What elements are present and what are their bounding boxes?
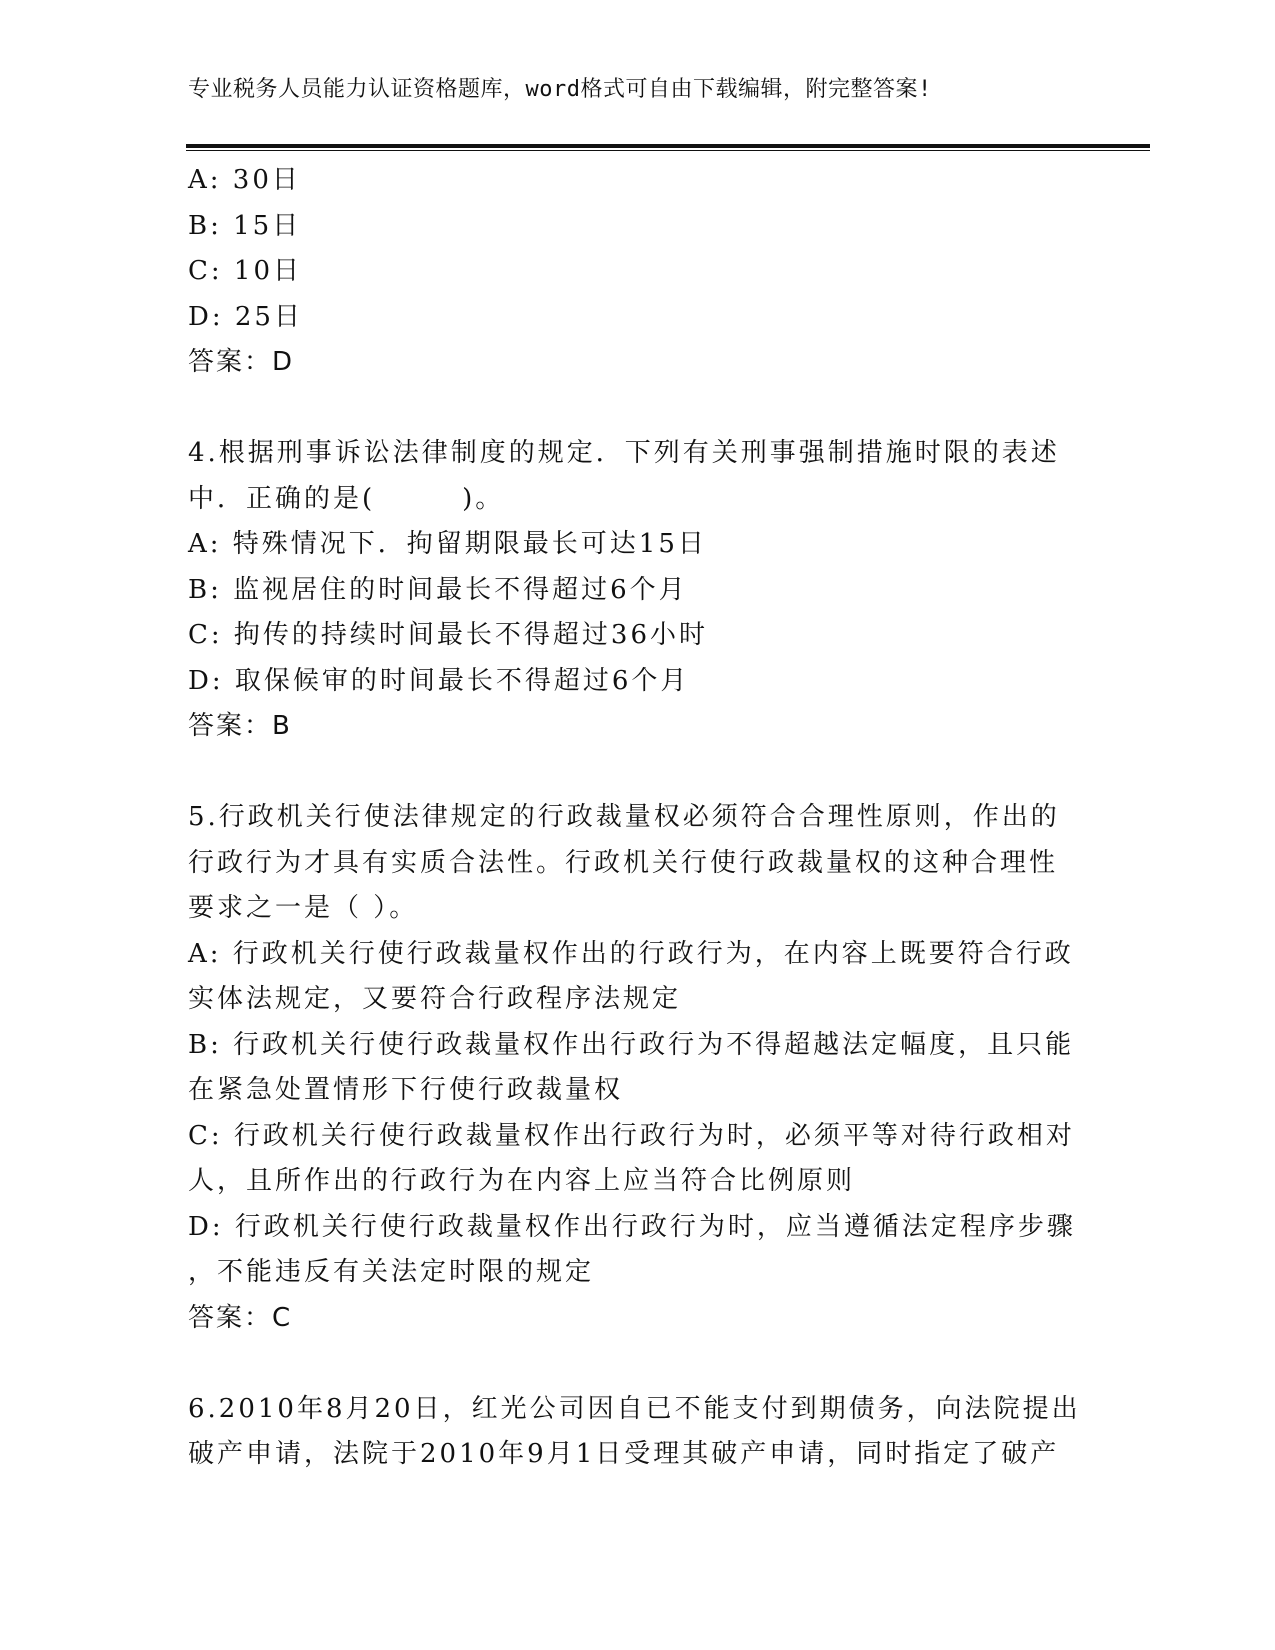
- q5-answer: 答案：C: [188, 1302, 293, 1333]
- q4-stem-line-2: 中．正确的是( )。: [188, 483, 505, 514]
- q5-option-b-line-2: 在紧急处置情形下行使行政裁量权: [188, 1075, 624, 1105]
- spacer: [188, 386, 1088, 432]
- q4-answer: 答案：B: [188, 711, 292, 741]
- q3-answer: 答案：D: [188, 347, 295, 377]
- q4-option-c: C: 拘传的持续时间最长不得超过36小时: [188, 620, 709, 650]
- q5-stem-line-3: 要求之一是（ ）。: [188, 893, 419, 923]
- q4-option-b: B: 监视居住的时间最长不得超过6个月: [188, 574, 688, 605]
- q3-option-a: A: 30日: [188, 165, 301, 195]
- q5-option-a-line-2: 实体法规定，又要符合行政程序法规定: [188, 984, 682, 1014]
- q3-option-c: C: 10日: [188, 256, 303, 286]
- spacer: [188, 1341, 1088, 1387]
- q5-option-b-line-1: B: 行政机关行使行政裁量权作出行政行为不得超越法定幅度，且只能: [188, 1029, 1075, 1060]
- q6-stem-line-1: 6.2010年8月20日，红光公司因自已不能支付到期债务，向法院提出: [188, 1393, 1081, 1424]
- spacer: [188, 750, 1088, 796]
- q5-option-a-line-1: A: 行政机关行使行政裁量权作出的行政行为，在内容上既要符合行政: [188, 938, 1074, 969]
- q6-stem-line-2: 破产申请，法院于2010年9月1日受理其破产申请，同时指定了破产: [188, 1439, 1060, 1469]
- q5-option-c-line-1: C: 行政机关行使行政裁量权作出行政行为时，必须平等对待行政相对: [188, 1120, 1075, 1151]
- page-header: 专业税务人员能力认证资格题库，word格式可自由下载编辑，附完整答案!: [188, 77, 932, 102]
- q5-option-d-line-1: D: 行政机关行使行政裁量权作出行政行为时，应当遵循法定程序步骤: [188, 1211, 1076, 1242]
- q3-option-b: B: 15日: [188, 210, 302, 241]
- header-rule-thin: [186, 150, 1150, 151]
- q3-option-d: D: 25日: [188, 301, 303, 332]
- q4-stem-line-1: 4.根据刑事诉讼法律制度的规定．下列有关刑事强制措施时限的表述: [188, 438, 1060, 468]
- header-rule-thick: [186, 144, 1150, 148]
- q4-option-d: D: 取保候审的时间最长不得超过6个月: [188, 665, 690, 696]
- q4-option-a: A: 特殊情况下．拘留期限最长可达15日: [188, 529, 707, 559]
- q5-option-d-line-2: ，不能违反有关法定时限的规定: [188, 1257, 595, 1287]
- q5-option-c-line-2: 人，且所作出的行政行为在内容上应当符合比例原则: [188, 1166, 856, 1196]
- question-content: [188, 158, 1088, 1478]
- q5-stem-line-2: 行政行为才具有实质合法性。行政机关行使行政裁量权的这种合理性: [188, 847, 1059, 878]
- q5-stem-line-1: 5.行政机关行使法律规定的行政裁量权必须符合合理性原则，作出的: [188, 802, 1060, 832]
